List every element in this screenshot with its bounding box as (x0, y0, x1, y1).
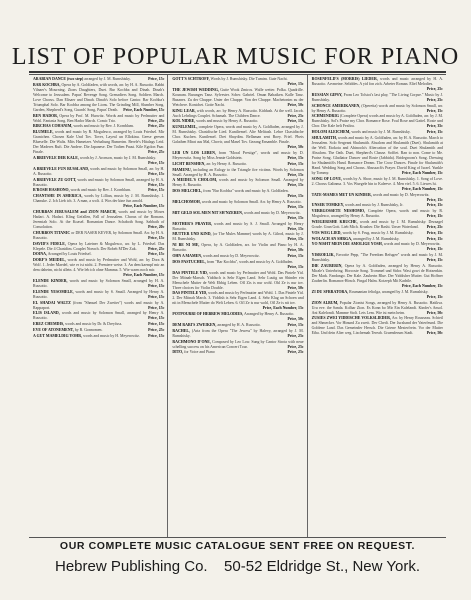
catalog-entry (33, 188, 164, 193)
entry-description: Popular Zionist Songs, arranged by Henry A. Russotto. Hatikva. Uru eve. the Sanda. Kolbar Zion. Es Konn bo Mir Ein Kalelandi. Kinder's Ansol. Ani Kalelondi. Mamme Stolt. Lets Lem. Wie ist mein heim. (311, 300, 443, 315)
entry-price: Price, 15c (426, 247, 443, 252)
entry-description: including an Eulogy to the Triangle fire victims. Words by Solomon Small. Arranged by H. A. Russotto. (172, 167, 304, 177)
entry-title: DIE ZAUBERIN, (311, 263, 343, 268)
catalog-entry (33, 290, 164, 300)
entry-price: Price, 15c (287, 172, 304, 177)
catalog-entry (312, 301, 443, 316)
entry-title: DOS MELCHEL, (172, 189, 203, 194)
catalog-entry (172, 312, 303, 322)
footer (29, 540, 446, 575)
entry-description: from "Moral Prestige", words and music by D. Meyerowitz. Song by Miss Jennie Goldstein. (172, 150, 304, 160)
entry-price: Price, 15c (148, 322, 165, 327)
catalog-entry (33, 77, 164, 82)
catalog-entry (33, 210, 164, 230)
entry-price: Price, 50c (287, 317, 304, 322)
entry-description: words and music by D. Meyerowitz. (372, 192, 430, 197)
entry-price: Price, 15c (148, 182, 165, 187)
entry-description: or DER NASER KEVER, by Solomon Small. Arr. by H. A. Russotto. (33, 230, 165, 240)
entry-price: Price, 15c (287, 161, 304, 166)
entry-title: CHANTSHE IN AMERICA, (33, 194, 83, 199)
entry-price: Price, 25c (148, 327, 165, 332)
entry-title: A MEIDEL'S CHOLOM, (172, 178, 218, 183)
catalog-entry (33, 124, 164, 129)
catalog-entry (33, 311, 164, 321)
catalog-entry (312, 193, 443, 203)
catalog-entry (172, 119, 303, 124)
entry-title: B'ROSH HASHONO, (33, 188, 70, 193)
entry-price: Price, 25c (148, 150, 165, 155)
entry-title: WEIGERISHE KRUCHE, (311, 219, 358, 224)
entry-description: words and music by Moses Hadari. A. Hadari. Kling Gefallen, Fall of Jerusalem. Chorus of the Romans. Jeremiah Solo. At the Koasel. Romanian Dance. Schaboth Song. Sabbath of Consolation. (33, 209, 165, 229)
entry-title: ZI DU SFRRATORA, (311, 289, 349, 294)
catalog-entry (33, 83, 164, 113)
entry-price: Price, 50c (287, 248, 304, 253)
entry-title: WOLACH AN SHRGA, (311, 236, 352, 241)
catalog-entry (33, 167, 164, 177)
entry-description: (Complete Opera) words and music by A. Goldfaden, arr. by J. M. Rumshisky. Sol's Praise my Chor. Romance Rose. Foul Rose and Gattel. Rosie und Chor. Die Kale helt Fealtra. (311, 114, 443, 129)
entry-price: Price, 15c (426, 197, 443, 202)
entry-title: ELENDE KINDER, (33, 278, 68, 283)
entry-description: words by Lillian, music by J. M. Rumshisky. 1. Chanuke. 2. Ich Lieb ich. 3. A man, a wolt. 4. Wos der kine fun arnold. (33, 194, 165, 204)
catalog-entry (172, 340, 303, 350)
entry-description: words and music by Solomon Small. Arranged by Henry A. Russotto. (172, 178, 304, 188)
entry-description: (from "Shmuel Der Zweiter") words and music by A. Rappaport. (33, 300, 165, 310)
entry-description: words and music by Rev. J. Kornblum. (73, 124, 134, 129)
entry-price: Price, 15c (426, 203, 443, 208)
entry-title: RACHMONO D'ONE, (172, 339, 211, 344)
catalog-entry (33, 322, 164, 327)
entry-title: ELENDE YESOMELE, (33, 289, 74, 294)
entry-description: Arranged by Henry A. Russotto. (244, 312, 295, 317)
catalog-entry (172, 211, 303, 221)
catalog-entry (172, 291, 303, 311)
entry-description: Opera by A. Goldfaden, with words, arr. by H. A. Russotto. Rabbi Vilnaer's Mourning. Zions Daughters, Duet. Bar Kochba and Dinah. Dinah's Welcome to Jerusalem. Papus' Revenge Song. Grenadiers Song. Soldiers March. Love Chorus. Dan Elisaer and Dinah. Dinah's Solo before Cantor. Bar Kochba's Triumphal Solo. Bar Kochba among the Lions. The Grinding Mill, Slumber Song. Garden, Shepherd's Song, Guards' Song, Papus' Death. (33, 82, 165, 112)
catalog-entry (33, 194, 164, 209)
entry-description: words and music by D. Meyerowitz. (243, 210, 301, 215)
entry-title: VOS WEG LIED, (311, 230, 342, 235)
catalog-entry (172, 232, 303, 242)
catalog-entry (312, 242, 443, 252)
catalog-entry (172, 151, 303, 161)
entry-title: MIT GELD SOL MEN NIT SH'NZEREN, (172, 210, 243, 215)
entry-title: SHULAMITH, (311, 135, 337, 140)
entry-description: with words, arr. by Henry A. Russotto. Kiddush. At the well. Jacob. Auch Lehrlings Couplet. Schamah. The Children Dance. (172, 108, 304, 118)
catalog-entry (312, 237, 443, 242)
entry-price: Price, 50c (287, 285, 304, 290)
catalog-entry (172, 178, 303, 188)
entry-title: EL SHADAI WALTZ (33, 300, 71, 305)
entry-title: RUSSIAN GIPSY, (311, 92, 343, 97)
entry-price: Price, 15c (287, 183, 304, 188)
entry-description: words and music arranged by H. A. Russotto. Arvmeine. Seliddes. A yid fon zich. Arbeter Roman. Eliel Melodies. (311, 77, 443, 86)
entry-description: words and music by H. Meyerowitz. (83, 333, 140, 338)
entry-title: DAS PINTELE YID, (172, 270, 208, 275)
entry-description: arranged by H. A. Russotto. (217, 322, 261, 327)
entry-description: words by J. Aronson, music by J. M. Rumshisky. (79, 155, 156, 160)
entry-description: words by S. Frug, music by J. M. Rumshisky. (342, 230, 414, 235)
catalog-entry (33, 334, 164, 339)
entry-description: Arr. by Henry Rousseau. Schtetl and Shmecker. Vor Hinund Zu zweit. Der Chedi. Der Jurzhand der Vaterfeund. Die Goldene Land. Das Gemeinder Hersch. Die Griene Mesterfrein. Vor der Mutter Eiba. Und dein Alter weg. Lischemah Tereah. Gruenderum Stadt. (311, 316, 443, 336)
entry-description: arranged by J. M. Rumshisky. (352, 236, 400, 241)
catalog-entry (172, 109, 303, 119)
entry-title: SONG OF LOVE, (311, 176, 342, 181)
entry-title: DITO, (172, 350, 184, 355)
catalog-entry (312, 77, 443, 92)
entry-title: DEM RABI'S ZWEIKEN, (172, 322, 217, 327)
entry-title: YISROELIK, (311, 253, 335, 258)
entry-description: (Aria from the Opera "The Jewess" by Halevy, arranged by J. M. Rumshisky. (172, 328, 304, 338)
entry-title: TATE-MAMES MET UN KINDER, (311, 192, 372, 197)
catalog-entry (312, 209, 443, 219)
catalog-entry (172, 254, 303, 259)
catalog-entry (172, 125, 303, 150)
entry-price: Price, 25c (287, 350, 304, 355)
catalogue-notice: OUR COMPLETE MUSIC CATALOGUE SENT FREE ON REQUEST. (59, 540, 416, 552)
entry-description: words and music by Solomon Small, arr. by H. A. Russotto. (33, 166, 165, 176)
catalog-entry (172, 189, 303, 199)
entry-title: LEB UN LOS LEBEN, (172, 150, 216, 155)
entry-title: DAS PINTELE YID, (172, 291, 208, 296)
publisher-address: 50-52 Eldridge St., New York. (224, 558, 420, 575)
entry-title: KUNILEMEL, (172, 125, 198, 130)
entry-description: words by A. Shorr, music by J. M. Rumshisky. 1. Song of Love. 2. Chorus Galinma. 3. Vos Wuegele bin to Kaleeve. 4. Men viel. 5. 6. Liewes hi. (311, 176, 443, 186)
catalog-entry (312, 114, 443, 129)
entry-description: Composed by Leo Low. Sung by Cantor Sirota with neue schelling success on his American Concert Tour. (172, 339, 304, 349)
entry-price: Price, 50c (426, 310, 443, 315)
entry-price: Price, 15c (426, 294, 443, 299)
catalog-entry (33, 252, 164, 257)
entry-description: Arranged by Louis Friedsel. (47, 252, 92, 257)
entry-price: Price, 15c (287, 119, 304, 124)
entry-price: Price, 15c (287, 155, 304, 160)
entry-description: Gutte Wook Zmiros. Walle wetter. Polka. Quadrille. Kounam. Barunges Tanz. Sylvester. Scher. Gabriel. Oman Babaiken. Kalle Tanz. Bazanes. Zu der Chuppe. Unter der Chuppe. Von der Chuppe. Machetonim zu der Wetchere. Kontchet. Gotte Nacht. (172, 87, 304, 107)
catalog-column-1 (29, 75, 168, 537)
entry-price: Price, 15c (426, 108, 443, 113)
publisher-name: Hebrew Publishing Co. (55, 558, 208, 575)
entry-price: Price, 20c (148, 224, 165, 229)
catalog-entry (33, 279, 164, 289)
entry-title: BAR KOCHBA, (33, 82, 61, 87)
entry-title: RACHEL, (172, 328, 190, 333)
catalog-entry (172, 200, 303, 210)
catalog-entry (172, 243, 303, 253)
entry-price: Price, 50c (426, 331, 443, 336)
catalog-entry (172, 329, 303, 339)
catalog-entry (33, 231, 164, 241)
entry-price: Price, 25c (287, 344, 304, 349)
catalog-entry (312, 231, 443, 236)
entry-title: ZION ALBUM, (311, 300, 339, 305)
entry-description: words and music by J. M. Rumshisky. (351, 130, 411, 135)
catalog-entry (172, 260, 303, 270)
entry-description: arranged by J. M. Rumshisky. (84, 77, 131, 81)
entry-price: Price, Each Number, 15c (401, 283, 443, 288)
entry-title: SCHMENDRIG (311, 114, 339, 119)
entry-title: HOLOM ALEICHEM, (311, 130, 351, 135)
entry-description: Words by J. Rumshisky. Die Tumim. Gute Nacht. (210, 77, 288, 81)
entry-description: Roumanian feltolga, arranged by J. M. Rumshisky. (349, 289, 429, 294)
catalog-columns (29, 74, 446, 538)
entry-description: from "Bar Kochba", words and music by A. Goldfaden. (206, 259, 294, 264)
entry-title: A BRIEVELE ZU GOTT, (33, 177, 77, 182)
entry-price: Price, 25c (148, 246, 165, 251)
catalog-entry (312, 104, 443, 114)
catalog-entry (33, 258, 164, 278)
catalog-column-2 (168, 75, 307, 537)
entry-description: words and music by D. Meyerowitz. (383, 242, 441, 247)
entry-description: words and music by D. Meyerowitz. (203, 253, 260, 258)
catalog-entry (312, 93, 443, 103)
entry-description: complete Opera, words and music by A. Goldfaden, arranged by J. M. Rumshisky. Chasidische Lied. Kuniliemel. Alte Melitash. Lebre Chasidische Chor. Kuchen. Kunilemel. Drei Shaydim. Bellaman sent Roey. Friel. Pheis Galathen Mirat aus Mal, Chovir, und Masel Tov. Gezang Ensamble. Finale. (172, 125, 304, 145)
entry-title: KOL NIDRE, (172, 119, 196, 124)
entry-description: Opera by Prof. M. Hurwitz. Words and music by Perlmutter and Wohl. Fantasia Song. Ben Hador March. Comic Trio. (33, 113, 165, 123)
catalog-entry (33, 328, 164, 333)
entry-description: for Voice and Piano (184, 350, 215, 355)
entry-title: LICHT BENSHEN, (172, 161, 206, 166)
catalog-entry (312, 253, 443, 263)
catalog-entry (172, 162, 303, 167)
entry-description: words and music by R. Mogulesco, arranged by Louis Friedsel. Mir Granichen. Chosen Kale Und Tov. Tover, Layeal un Ellokinu. Geese geesen Blueselle. Die Walts. Mits Hametzer. Verbaltung Bumerim. Berele's Hitalags Leid. Der Maderes Ruft. Die Andere. Die Japanese. Der Todten Paust. Kile Egolon Paar. Finale. (33, 130, 165, 155)
entry-title: KING LEAR, (172, 108, 196, 113)
entry-price: Price, 35c (426, 124, 443, 129)
entry-title: MOTHER'S PRAYER, (172, 221, 213, 226)
entry-title: BLUMELE, (33, 130, 54, 135)
entry-price: Price, 15c (287, 264, 304, 269)
entry-title: NI BE NI ME, (172, 243, 200, 248)
catalog-entry (312, 203, 443, 208)
entry-price: Price, 15c (287, 237, 304, 242)
entry-description: (Operetta) words and music by Solomon Small, arr. by Henry A. Russotto. (311, 103, 443, 113)
entry-price: Price, 25c (426, 224, 443, 229)
catalog-entry (33, 301, 164, 311)
entry-price: Price, Each Number, 15c (401, 186, 443, 191)
entry-title: CHURBAN JERUSALEM and ZION MARCH, (33, 209, 117, 214)
entry-price: Price, 25c (426, 97, 443, 102)
entry-price: Price, 25c (287, 113, 304, 118)
entry-title: DOS PASTUCHEL, (172, 259, 206, 264)
catalog-entry (172, 77, 303, 87)
catalog-entry (33, 114, 164, 124)
page-title: LIST OF POPULAR MUSIC FOR PIANO (11, 44, 460, 70)
entry-description: words and music by Solomon Small. Arr. by Henry A. Russotto. (201, 199, 302, 204)
publisher-line (29, 552, 446, 575)
entry-description: arr. by Henry A. Russotto. (206, 161, 248, 166)
entry-price: Price, 15c (426, 130, 443, 135)
entry-price: Price, 15c (148, 333, 165, 338)
entry-description: words and music by A. Goldfaden, arr. by H. A. Russotto. March to Jerusalem. Solo Sergeant Shulamith. Absalom and Shulamith (Duet). Shulamith at the Well. Etokoia and Abinoola's Altercation of the soul. Duet Shulamith and Absalom. The Oath. Duet, Shepherd's Chasse. Soffiet. Ran to non. Come to Me. Praise Song. Gladiator Dancer und Rosie (Jabbida). Bridegroom's Song. Dressing for Shulamith's Hand. Romance Dream. The Crow Dances. Finale for Shulamith's Hand. Wedding Song and Chorus. Abussach's Prayer. David King of Israel. Yunkle by Tommy. (311, 135, 443, 175)
entry-price: Price, 25c (148, 118, 165, 123)
entry-description: Opera, by A. Goldfaden, arr. for Violin and Piano by H. A. Russotto. (172, 243, 304, 253)
entry-price: Price, 15c (148, 188, 165, 193)
entry-title: SCHONCE AMERIKANEN, (311, 103, 361, 108)
entry-price: Price, Each Number, 15c (401, 170, 443, 175)
catalog-entry (33, 178, 164, 188)
entry-title: DOINA, (33, 252, 47, 257)
catalog-entry (33, 156, 164, 166)
entry-description: words and music by Solomon Small, arranged by H. A. Russotto. (33, 278, 165, 288)
entry-title: EREZ CHEMDIS, (33, 322, 65, 327)
entry-description: words and music by S. J. Small. Arranged by Henry Russotto. (172, 221, 304, 231)
entry-price: Price, 15c (148, 171, 165, 176)
entry-description: Opera by Lateiner & Mogulesco, arr. by L. Friedsel. Das Klepele. Die 4 Chasidim. Couplet Noeach. Der Robeh M'Der Zuk. (33, 241, 165, 251)
entry-description: Favorite Pepp, "The Freedom Refugee" words and music by J. M. Rumshisky. (311, 253, 443, 263)
entry-title: ZUSIES ZWEI YIDDISCHE VOLKSLIEDER, (311, 316, 391, 321)
entry-price: Price, 25c (148, 124, 165, 129)
entry-description: Complete Opera, words and music by R. Mogulesco, arranged by Henry A. Russotto. (311, 209, 443, 219)
entry-description: words and music by Dr. & Dreyfuss. (65, 322, 123, 327)
entry-title: DAVID'S FIDELE, (33, 241, 66, 246)
entry-description: words and music by Perlmutter and Wohl. 1. Das Pintele Yid. 2. Der Mitnah March. 3. Yiddish is Sehr Eigen Land. 4. Sehr Klug un Schoen und nit in Menschele Mutter do Welt Leben. 6. Ofl Ze is nur wohl, Ofl Ze is nit tov. (172, 291, 304, 306)
catalog-column-3 (308, 75, 446, 537)
entry-description: words and music by Perlmutter and Wohl, arr. by Dora & Wolf. 1. Jeder Maedel, wie er ist nicht. 2. Premiere weise. 3. An dem kaempf mir an dem daheim, nicht allein. 4. Wie leb ich ohne Mamma. 5. Wie warm noch mir. (33, 258, 165, 273)
entry-price: Price, 25c (426, 87, 443, 91)
entry-price: Price, 15c (148, 283, 165, 288)
entry-price: Price, 15c (287, 253, 304, 258)
catalog-entry (172, 323, 303, 328)
entry-description: words and music by Henry A. Russotto. (196, 119, 259, 124)
entry-title: VERRGOSSETE NESHOMO, (311, 209, 366, 214)
entry-description: by B. Gonnomen. (74, 327, 103, 332)
catalog-entry (172, 271, 303, 291)
entry-price: Price, 15c (287, 226, 304, 231)
entry-title: A GUT MAMELDIG YOHR, (33, 333, 83, 338)
catalog-entry (172, 222, 303, 232)
entry-title: YO NISHT MEIN DIE AMOLIGE YOSH, (311, 242, 383, 247)
catalog-entry (312, 130, 443, 135)
entry-price: Price, 15c (287, 215, 304, 220)
entry-title: UNSER TOMKEY, (311, 203, 345, 208)
entry-price: Price, Each Number, 15c (123, 273, 165, 278)
entry-title: POTPOURRI OF HEBREW MELODIES, (172, 312, 244, 317)
entry-price: Price, 15c (148, 77, 165, 81)
entry-price: Price, 15c (148, 160, 165, 165)
catalog-entry (172, 168, 303, 178)
catalog-entry (33, 242, 164, 252)
entry-price: Price, 50c (287, 145, 304, 150)
entry-price: Price, 15c (148, 252, 165, 257)
entry-price: Price, 15c (287, 194, 304, 199)
entry-price: Price, 15c (426, 230, 443, 235)
entry-price: Price, 15c (148, 305, 165, 310)
entry-title: OHN A MAMEN, (172, 253, 203, 258)
catalog-entry (312, 290, 443, 300)
entry-price: Price, 25c (287, 333, 304, 338)
catalog-entry (312, 177, 443, 192)
entry-title: ROSENFELD'S (MORRIS) LIEDER, (311, 77, 378, 81)
entry-title: THE JEWISH WEDDING, (172, 87, 219, 92)
entry-price: Price, 15c (426, 258, 443, 263)
entry-price: Price, 15c (287, 82, 304, 86)
entry-description: words and music by J. Rumshisky, Jr. (345, 203, 404, 208)
entry-description: (or The Mules Mamme) words by A. Gilrod, music by J. M. Rumshisky. (172, 232, 304, 242)
entry-title: MAMENU, (172, 167, 192, 172)
entry-title: CHURBON TITANIC (33, 230, 71, 235)
entry-price: Price, 15c (287, 204, 304, 209)
entry-price: Price, 50c (287, 102, 304, 107)
entry-description: words and music by Solomon Small, arranged by Henry A. Russotto. (33, 311, 165, 321)
entry-title: DORF'S MEIDEL, (33, 258, 66, 263)
catalog-entry (312, 264, 443, 289)
entry-description: From Leo Tolstoi's last play, "The Living Corpse." Music by J. Rumshisky. (311, 92, 443, 102)
catalog-entry (312, 316, 443, 336)
catalog-entry (172, 88, 303, 108)
entry-title: BEN HADOR, (33, 113, 58, 118)
entry-title: EVE OF ATONEMENT, (33, 327, 74, 332)
catalog-entry (312, 220, 443, 230)
catalog-entry (33, 130, 164, 155)
entry-description: words and music by S. Small. Arranged by Henry A. Russotto. (33, 289, 165, 299)
entry-title: BIRCHAS COHANIM, (33, 124, 73, 129)
entry-price: Price, Each Number, 15c (262, 306, 304, 311)
catalog-entry (172, 350, 303, 355)
entry-price: Price, 15c (426, 214, 443, 219)
entry-description: words and music by Perlmutter and Wohl. Das Pintele Yid. Der Mitnah-Marsch. Yiddisch is Sehr Eigen Land. Sehr Lustig un Shinder ein Menschele Mutter de Welt Ebbig Leben. Ofl Zis is nur wohl. Ohl Ze is nur tov. Three choices for Violin Double. (172, 270, 304, 290)
title-rule (29, 71, 446, 73)
catalog-entry (312, 136, 443, 176)
entry-title: A BRIEVELE DER KALE, (33, 155, 79, 160)
entry-title: ELIS ISLAND, (33, 311, 60, 316)
entry-description: words and music by Solomon Small, arranged by H. A. Russotto. (33, 177, 165, 187)
entry-title: ARABIAN DANCE (two step) (33, 77, 84, 81)
entry-price: Price, 15c (148, 316, 165, 321)
entry-price: Price, Each Number, 15c (123, 204, 165, 209)
entry-title: A BRIEVELE FUN RUSSLAND, (33, 166, 90, 171)
entry-title: MUTTER UND KIND, (172, 232, 212, 237)
entry-title: MELCHOMOH, (172, 199, 201, 204)
entry-description: words and music by Rev. J. Kornblum. (70, 188, 132, 193)
entry-description: from "Bar Kochba" words and music by A. Goldfaden. (203, 189, 289, 194)
entry-price: Price, 15c (287, 322, 304, 327)
entry-title: GOTT'S SCHTROFF, (172, 77, 210, 81)
entry-price: Price, 15c (426, 236, 443, 241)
entry-description: words and music by J. M. Rumshisky. Dezaagel Gcude. Gran Gott. Lieb Mich. Kruzher. Die Rashi. Unser Waterland. (311, 219, 443, 229)
entry-price: Price, 15c (148, 294, 165, 299)
entry-price: Price, Each Number, 15c (123, 107, 165, 112)
entry-description: Opera by A. Goldfaden, arranged by Henry A. Russotto. Mirale's Unterbring. Horcoste Song. Trommel und Sidor. Wasi gowt de Hotzenkin. Der Mark. Fandango. Der Kale. Zauberin Blue. Der Yiddisher Mutter. Gut Hoffner Zauberlin. Romanos-Hirsch. Fingal Halm. Kotzeph Mit Kadrile. (311, 263, 443, 283)
entry-price: Price, 15c (148, 235, 165, 240)
